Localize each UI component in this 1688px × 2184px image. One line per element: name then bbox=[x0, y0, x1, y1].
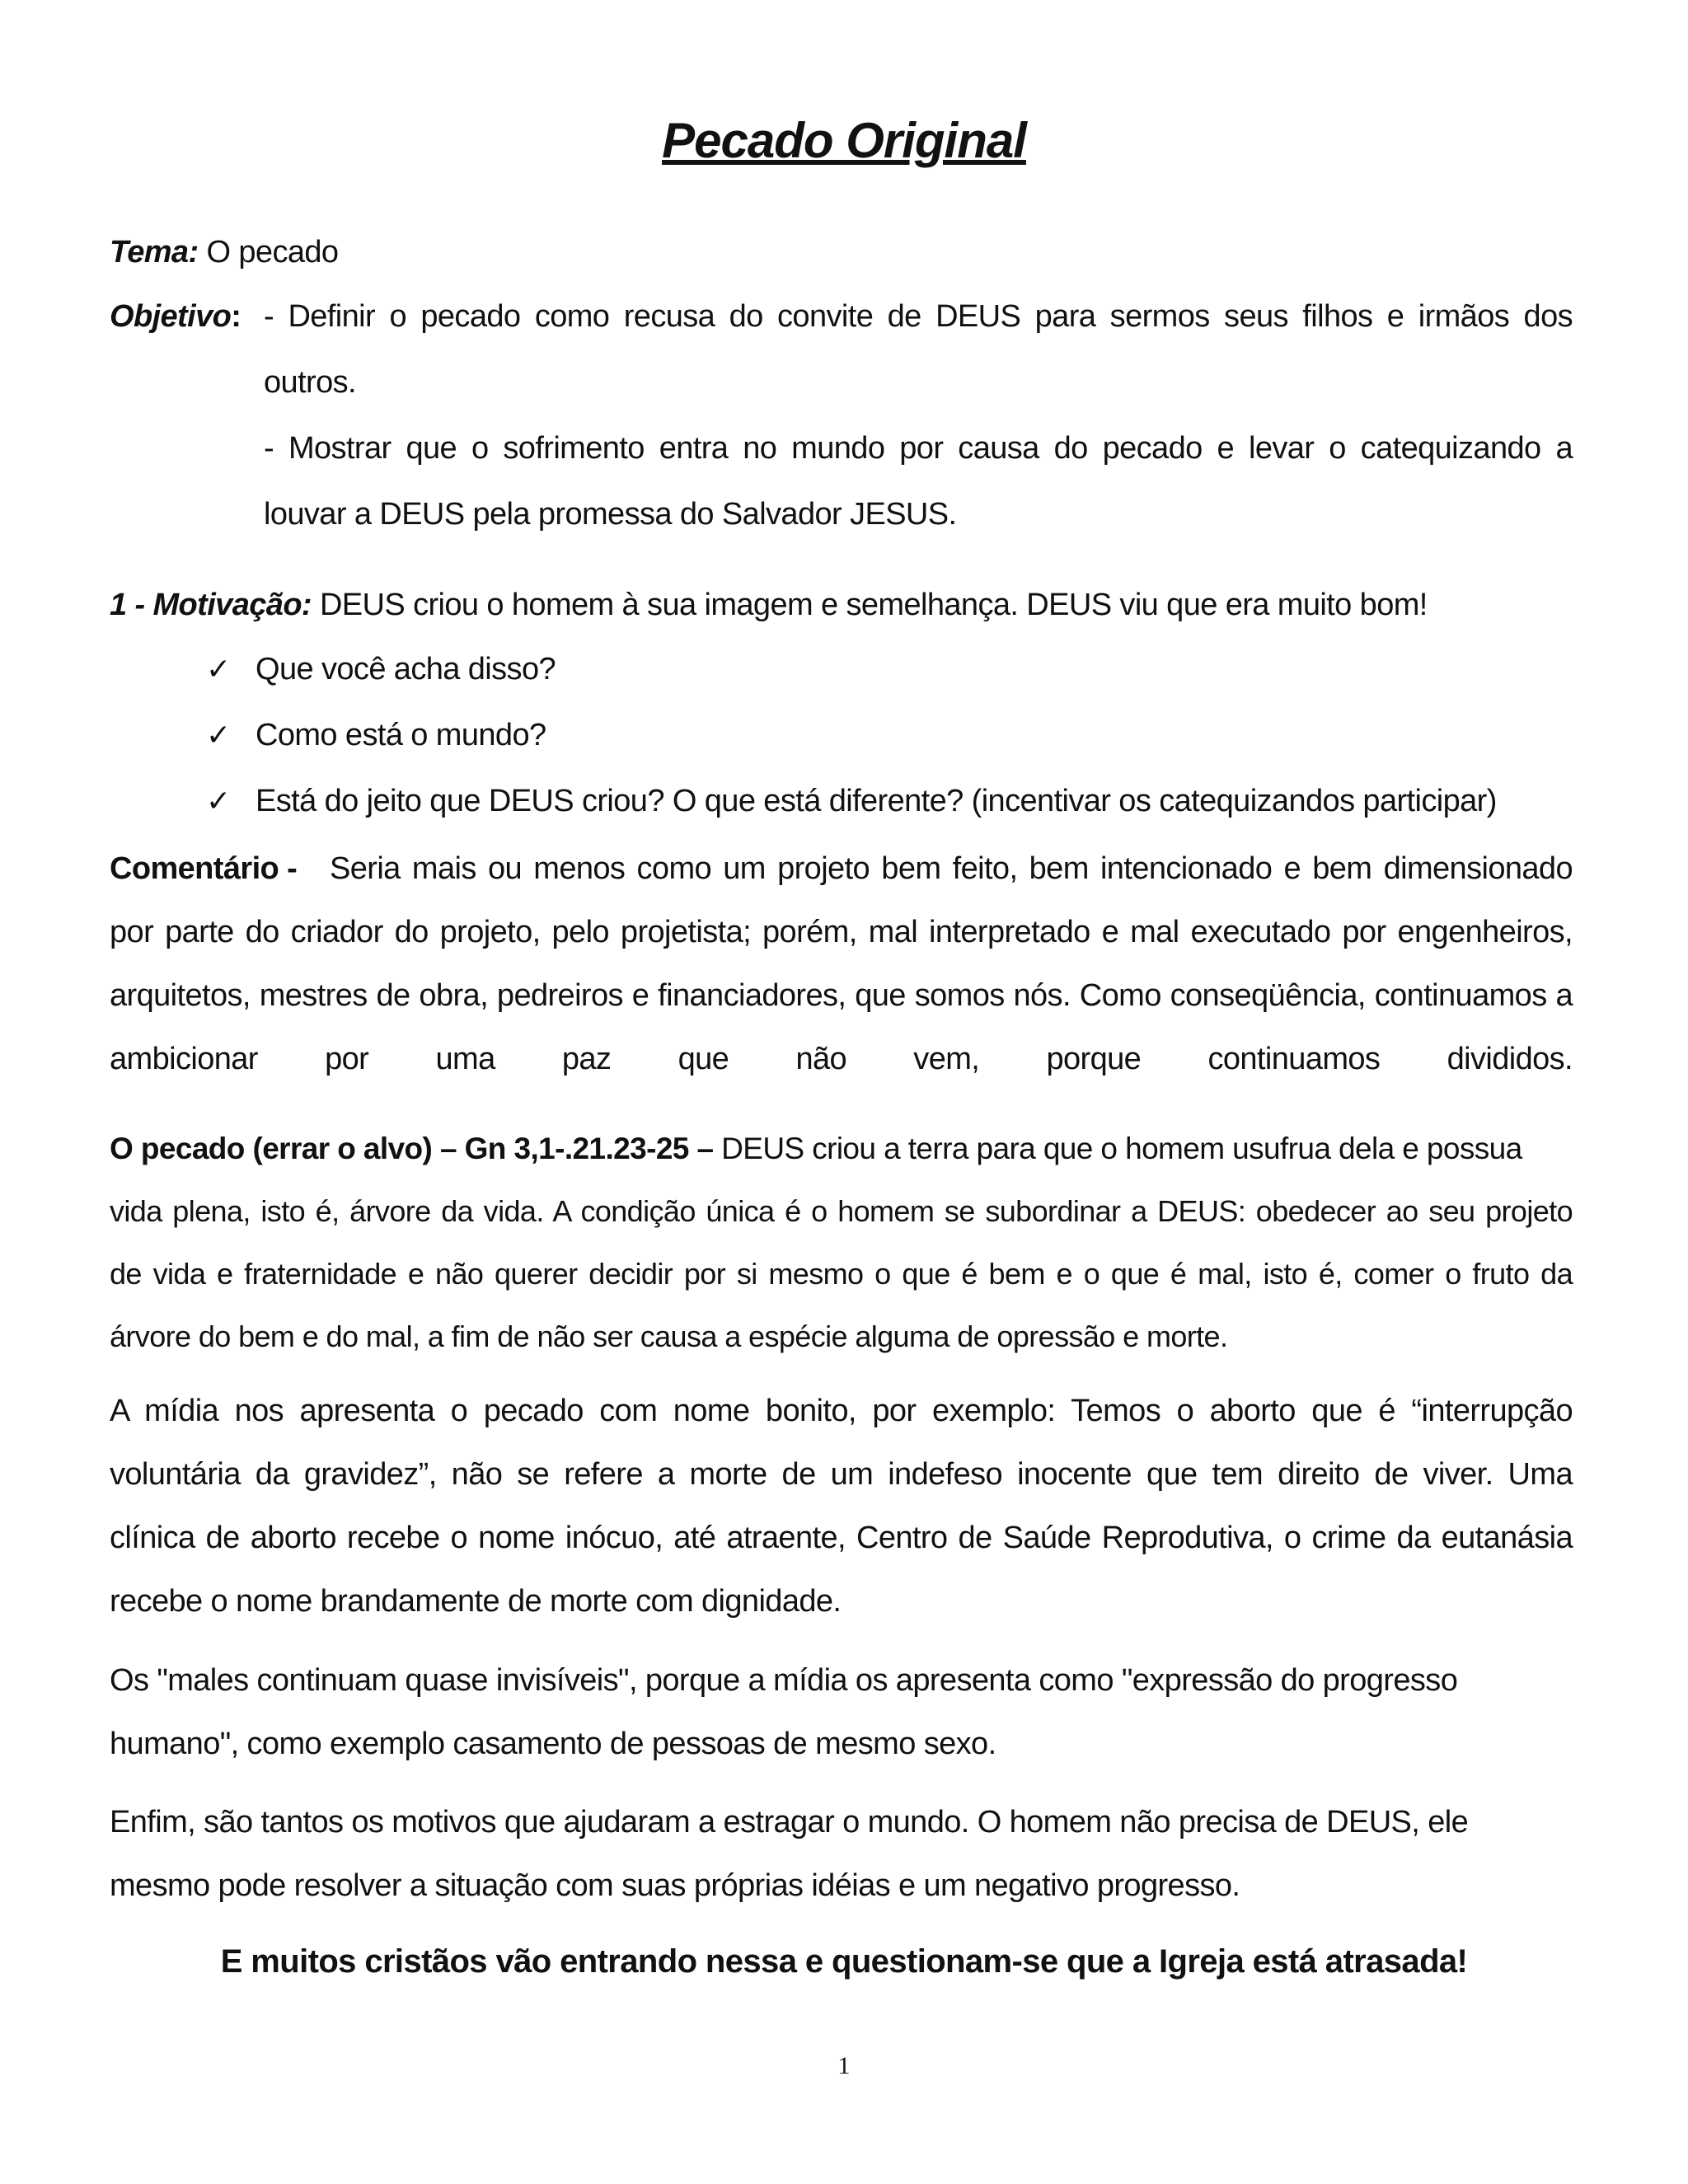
comentario-line: ambicionar por uma paz que não vem, porque continuamos divididos. bbox=[110, 1042, 1573, 1076]
objetivo-item2-line1: - Mostrar que o sofrimento entra no mundo por causa do pecado e levar o catequizando a bbox=[264, 431, 1573, 466]
midia-line: recebe o nome brandamente de morte com dignidade. bbox=[110, 1584, 842, 1619]
tema-line bbox=[110, 232, 338, 272]
page-number: 1 bbox=[837, 2052, 851, 2079]
check-item: Que você acha disso? bbox=[256, 652, 556, 687]
enfim-line: Enfim, são tantos os motivos que ajudaram a estragar o mundo. O homem não precisa de DEUS, ele bbox=[110, 1805, 1469, 1840]
page-title: Pecado Original bbox=[662, 113, 1026, 168]
comentario-label-text: Comentário - bbox=[110, 851, 298, 886]
objetivo-item1-line1: - Definir o pecado como recusa do convite de DEUS para sermos seus filhos e irmãos dos bbox=[264, 299, 1573, 334]
enfim-line: mesmo pode resolver a situação com suas próprias idéias e um negativo progresso. bbox=[110, 1868, 1240, 1903]
males-line: Os "males continuam quase invisíveis", porque a mídia os apresenta como "expressão do progresso bbox=[110, 1663, 1458, 1698]
check-item: Está do jeito que DEUS criou? O que está diferente? (incentivar os catequizandos participar) bbox=[256, 784, 1497, 818]
comentario-line: por parte do criador do projeto, pelo projetista; porém, mal interpretado e mal executado por engenheiros, bbox=[110, 915, 1573, 949]
midia-line: voluntária da gravidez”, não se refere a morte de um indefeso inocente que tem direito de viver. Uma bbox=[110, 1457, 1573, 1492]
pecado-label: O pecado (errar o alvo) – Gn 3,1-.21.23-25 – bbox=[110, 1132, 714, 1165]
objetivo-label-line bbox=[110, 297, 241, 336]
motivacao-text: DEUS criou o homem à sua imagem e semelhança. DEUS viu que era muito bom! bbox=[311, 588, 1428, 622]
midia-line: A mídia nos apresenta o pecado com nome bonito, por exemplo: Temos o aborto que é “interrupção bbox=[110, 1394, 1573, 1428]
pecado-line: árvore do bem e do mal, a fim de não ser causa a espécie alguma de opressão e morte. bbox=[110, 1319, 1228, 1353]
pecado-line: vida plena, isto é, árvore da vida. A condição única é o homem se subordinar a DEUS: obedecer ao seu projeto bbox=[110, 1194, 1573, 1228]
objetivo-colon: : bbox=[231, 299, 241, 334]
midia-line: clínica de aborto recebe o nome inócuo, até atraente, Centro de Saúde Reprodutiva, o crime da eutanásia bbox=[110, 1521, 1573, 1555]
check-item: Como está o mundo? bbox=[256, 718, 546, 752]
objetivo-item1-line2: outros. bbox=[264, 365, 356, 400]
males-line: humano", como exemplo casamento de pessoas de mesmo sexo. bbox=[110, 1727, 996, 1761]
comentario-label bbox=[110, 849, 297, 888]
motivacao-line bbox=[110, 585, 1428, 625]
motivacao-label: 1 - Motivação: bbox=[110, 588, 312, 622]
check-icon: ✓ bbox=[206, 652, 232, 686]
pecado-text: DEUS criou a terra para que o homem usufrua dela e possua bbox=[713, 1132, 1522, 1165]
pecado-line: de vida e fraternidade e não querer decidir por si mesmo o que é bem e o que é mal, isto é, comer o fruto da bbox=[110, 1257, 1573, 1291]
pecado-first-line bbox=[110, 1129, 1522, 1169]
check-icon: ✓ bbox=[206, 718, 232, 752]
objetivo-item2-line2: louvar a DEUS pela promessa do Salvador JESUS. bbox=[264, 497, 957, 532]
tema-text: O pecado bbox=[198, 235, 339, 269]
tema-label: Tema: bbox=[110, 235, 199, 269]
conclusion-text: E muitos cristãos vão entrando nessa e questionam-se que a Igreja está atrasada! bbox=[220, 1943, 1468, 1980]
comentario-line: Seria mais ou menos como um projeto bem feito, bem intencionado e bem dimensionado bbox=[330, 851, 1573, 886]
objetivo-label: Objetivo bbox=[110, 299, 232, 334]
comentario-line: arquitetos, mestres de obra, pedreiros e financiadores, que somos nós. Como conseqüência, continuamos a bbox=[110, 978, 1573, 1013]
check-icon: ✓ bbox=[206, 784, 232, 818]
